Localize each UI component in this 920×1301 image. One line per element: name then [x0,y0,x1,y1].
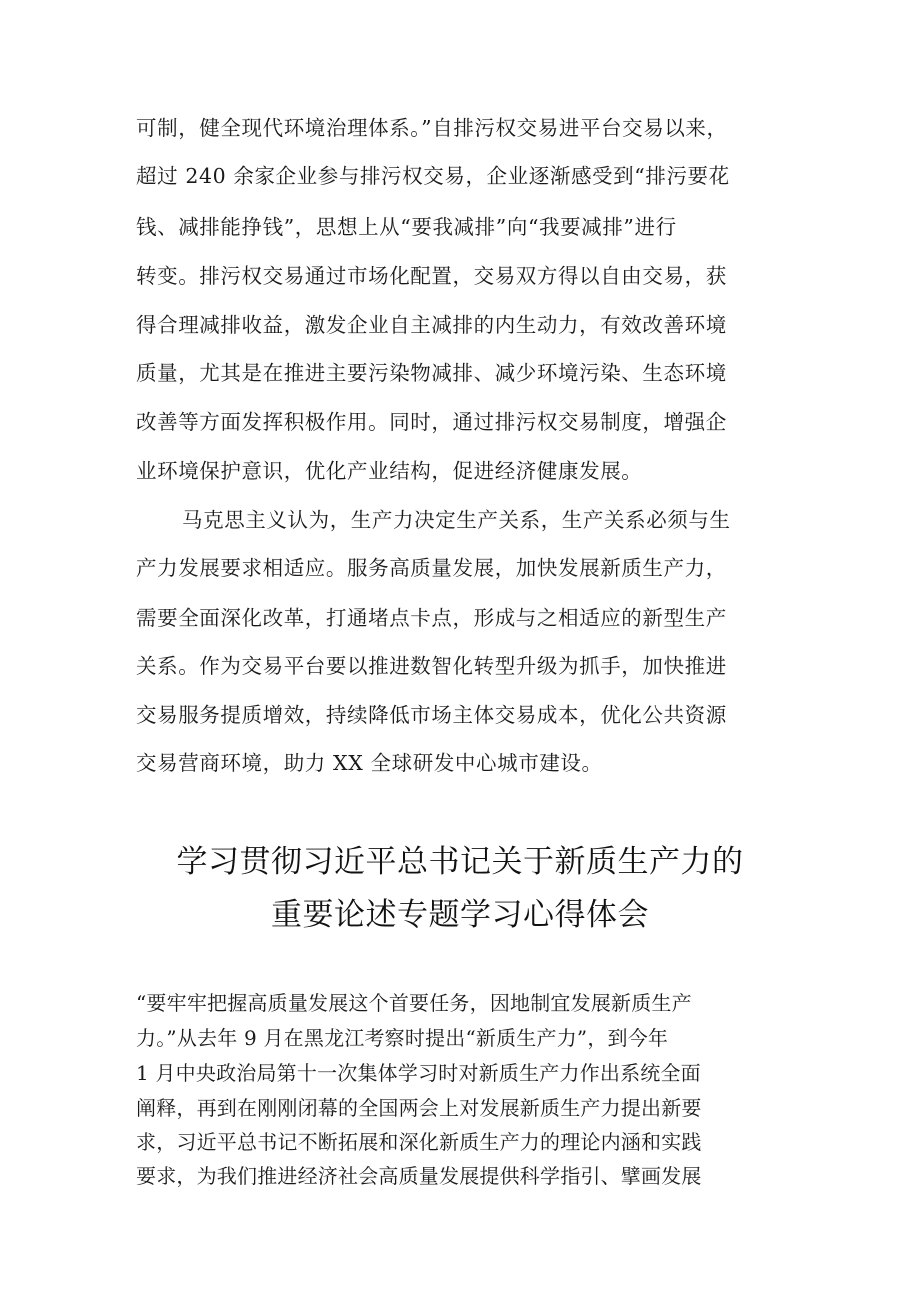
paragraph-line: 钱、减排能挣钱”，思想上从“要我减排”向“我要减排”进行 [136,215,677,239]
paragraph-line: 超过 240 余家企业参与排污权交易，企业逐渐感受到“排污要花 [136,164,730,188]
paragraph-line: 马克思主义认为，生产力决定生产关系，生产关系必须与生 [182,508,731,532]
paragraph-line: 转变。排污权交易通过市场化配置，交易双方得以自由交易，获 [136,264,727,288]
paragraph-line: “要牢牢把握高质量发展这个首要任务，因地制宜发展新质生产 [136,991,692,1015]
paragraph-line: 交易服务提质增效，持续降低市场主体交易成本，优化公共资源 [136,703,727,727]
paragraph-line: 改善等方面发挥积极作用。同时，通过排污权交易制度，增强企 [136,410,727,434]
paragraph-line: 交易营商环境，助力 XX 全球研发中心城市建设。 [136,751,603,775]
paragraph-line: 关系。作为交易平台要以推进数智化转型升级为抓手，加快推进 [136,654,727,678]
article-title: 重要论述专题学习心得体会 [271,897,649,933]
paragraph-line: 可制，健全现代环境治理体系。”自排污权交易进平台交易以来， [136,116,728,140]
paragraph-line: 阐释，再到在刚刚闭幕的全国两会上对发展新质生产力提出新要 [136,1096,702,1120]
paragraph-line: 产力发展要求相适应。服务高质量发展，加快发展新质生产力， [136,556,727,580]
paragraph-line: 业环境保护意识，优化产业结构，促进经济健康发展。 [136,459,643,483]
paragraph-line: 要求，为我们推进经济社会高质量发展提供科学指引、擘画发展 [136,1164,702,1188]
paragraph-line: 1 月中央政治局第十一次集体学习时对新质生产力作出系统全面 [136,1061,701,1085]
paragraph-line: 力。”从去年 9 月在黑龙江考察时提出“新质生产力”，到今年 [136,1026,669,1050]
paragraph-line: 求，习近平总书记不断拓展和深化新质生产力的理论内涵和实践 [136,1130,702,1154]
paragraph-line: 得合理减排收益，激发企业自主减排的内生动力，有效改善环境 [136,313,727,337]
paragraph-line: 需要全面深化改革，打通堵点卡点，形成与之相适应的新型生产 [136,606,727,630]
paragraph-line: 质量，尤其是在推进主要污染物减排、减少环境污染、生态环境 [136,361,727,385]
article-title: 学习贯彻习近平总书记关于新质生产力的 [176,844,744,880]
